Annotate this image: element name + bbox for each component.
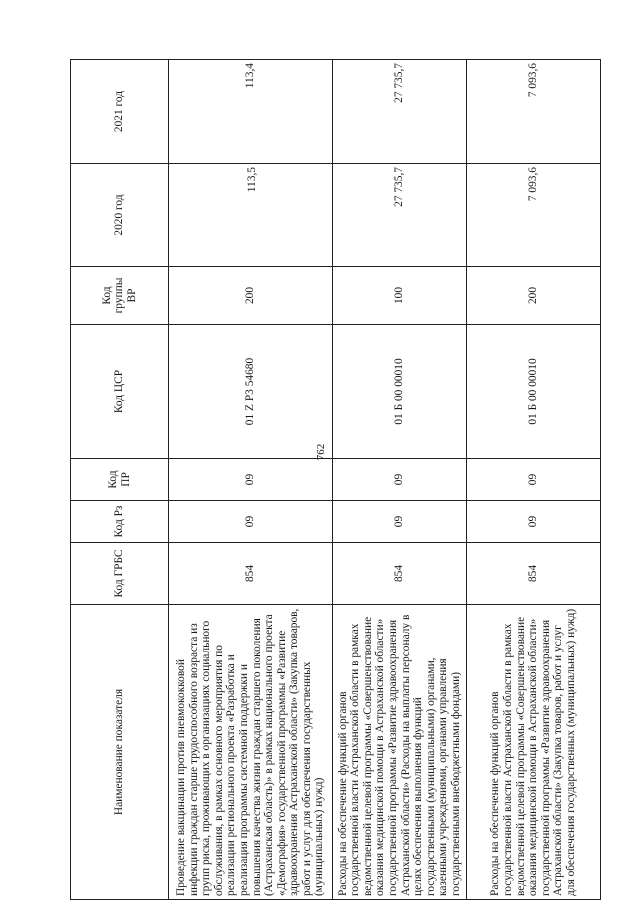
row-csr: 01 Z P3 54680 [169, 325, 333, 459]
row-2021: 27 735,7 [333, 60, 467, 164]
row-vr: 200 [169, 267, 333, 325]
header-name: Наименование показателя [71, 605, 169, 900]
budget-table-container [70, 60, 600, 900]
header-grbs: Код ГРБС [71, 543, 169, 605]
row-name: Расходы на обеспечение функций органов государственной власти Астраханской области в рамках ведомственной целевой программы «Совершенствование оказания медицинской помощи в Астраханской области» государственной программы «Развитие здравоохранения Астраханской области» (Расходы на выплаты персоналу в целях обеспечения выполнения функций государственными (муниципальными) органами, казенными учреждениями, органами управления государственными внебюджетными фондами) [333, 605, 467, 900]
row-rz: 09 [169, 501, 333, 543]
budget-table [70, 59, 601, 900]
header-2021: 2021 год [71, 60, 169, 164]
table-row [333, 60, 467, 900]
page-number: 762 [315, 443, 327, 461]
row-vr: 200 [467, 267, 601, 325]
row-2021: 113,4 [169, 60, 333, 164]
row-name: Расходы на обеспечение функций органов государственной власти Астраханской области в рамках ведомственной целевой программы «Совершенствование оказания медицинской помощи в Астраханской области» государственной программы «Развитие здравоохранения Астраханской области» (Закупка товаров, работ и услуг для обеспечения государственных (муниципальных) нужд) [467, 605, 601, 900]
header-rz: Код Рз [71, 501, 169, 543]
header-vr: Код группы ВР [71, 267, 169, 325]
table-row [169, 60, 333, 900]
row-grbs: 854 [169, 543, 333, 605]
row-grbs: 854 [333, 543, 467, 605]
row-rz: 09 [467, 501, 601, 543]
header-2020: 2020 год [71, 164, 169, 267]
table-header-row [71, 60, 169, 900]
row-vr: 100 [333, 267, 467, 325]
row-2020: 7 093,6 [467, 164, 601, 267]
row-pr: 09 [333, 459, 467, 501]
row-rz: 09 [333, 501, 467, 543]
row-csr: 01 Б 00 00010 [467, 325, 601, 459]
row-grbs: 854 [467, 543, 601, 605]
header-pr: Код ПР [71, 459, 169, 501]
row-csr: 01 Б 00 00010 [333, 325, 467, 459]
row-2020: 113,5 [169, 164, 333, 267]
row-name: Проведение вакцинации против пневмококковой инфекции граждан старше трудоспособного возраста из групп риска, проживающих в организациях социального обслуживания, в рамках основного мероприятия по реализации регионального проекта «Разработка и реализация программы системной поддержки и повышения качества жизни граждан старшего поколения (Астраханская область)» в рамках национального проекта «Демография» государственной программы «Развитие здравоохранения Астраханской области» (Закупка товаров, работ и услуг для обеспечения государственных (муниципальных) нужд) [169, 605, 333, 900]
table-row [467, 60, 601, 900]
row-2020: 27 735,7 [333, 164, 467, 267]
row-pr: 09 [169, 459, 333, 501]
row-pr: 09 [467, 459, 601, 501]
header-csr: Код ЦСР [71, 325, 169, 459]
row-2021: 7 093,6 [467, 60, 601, 164]
